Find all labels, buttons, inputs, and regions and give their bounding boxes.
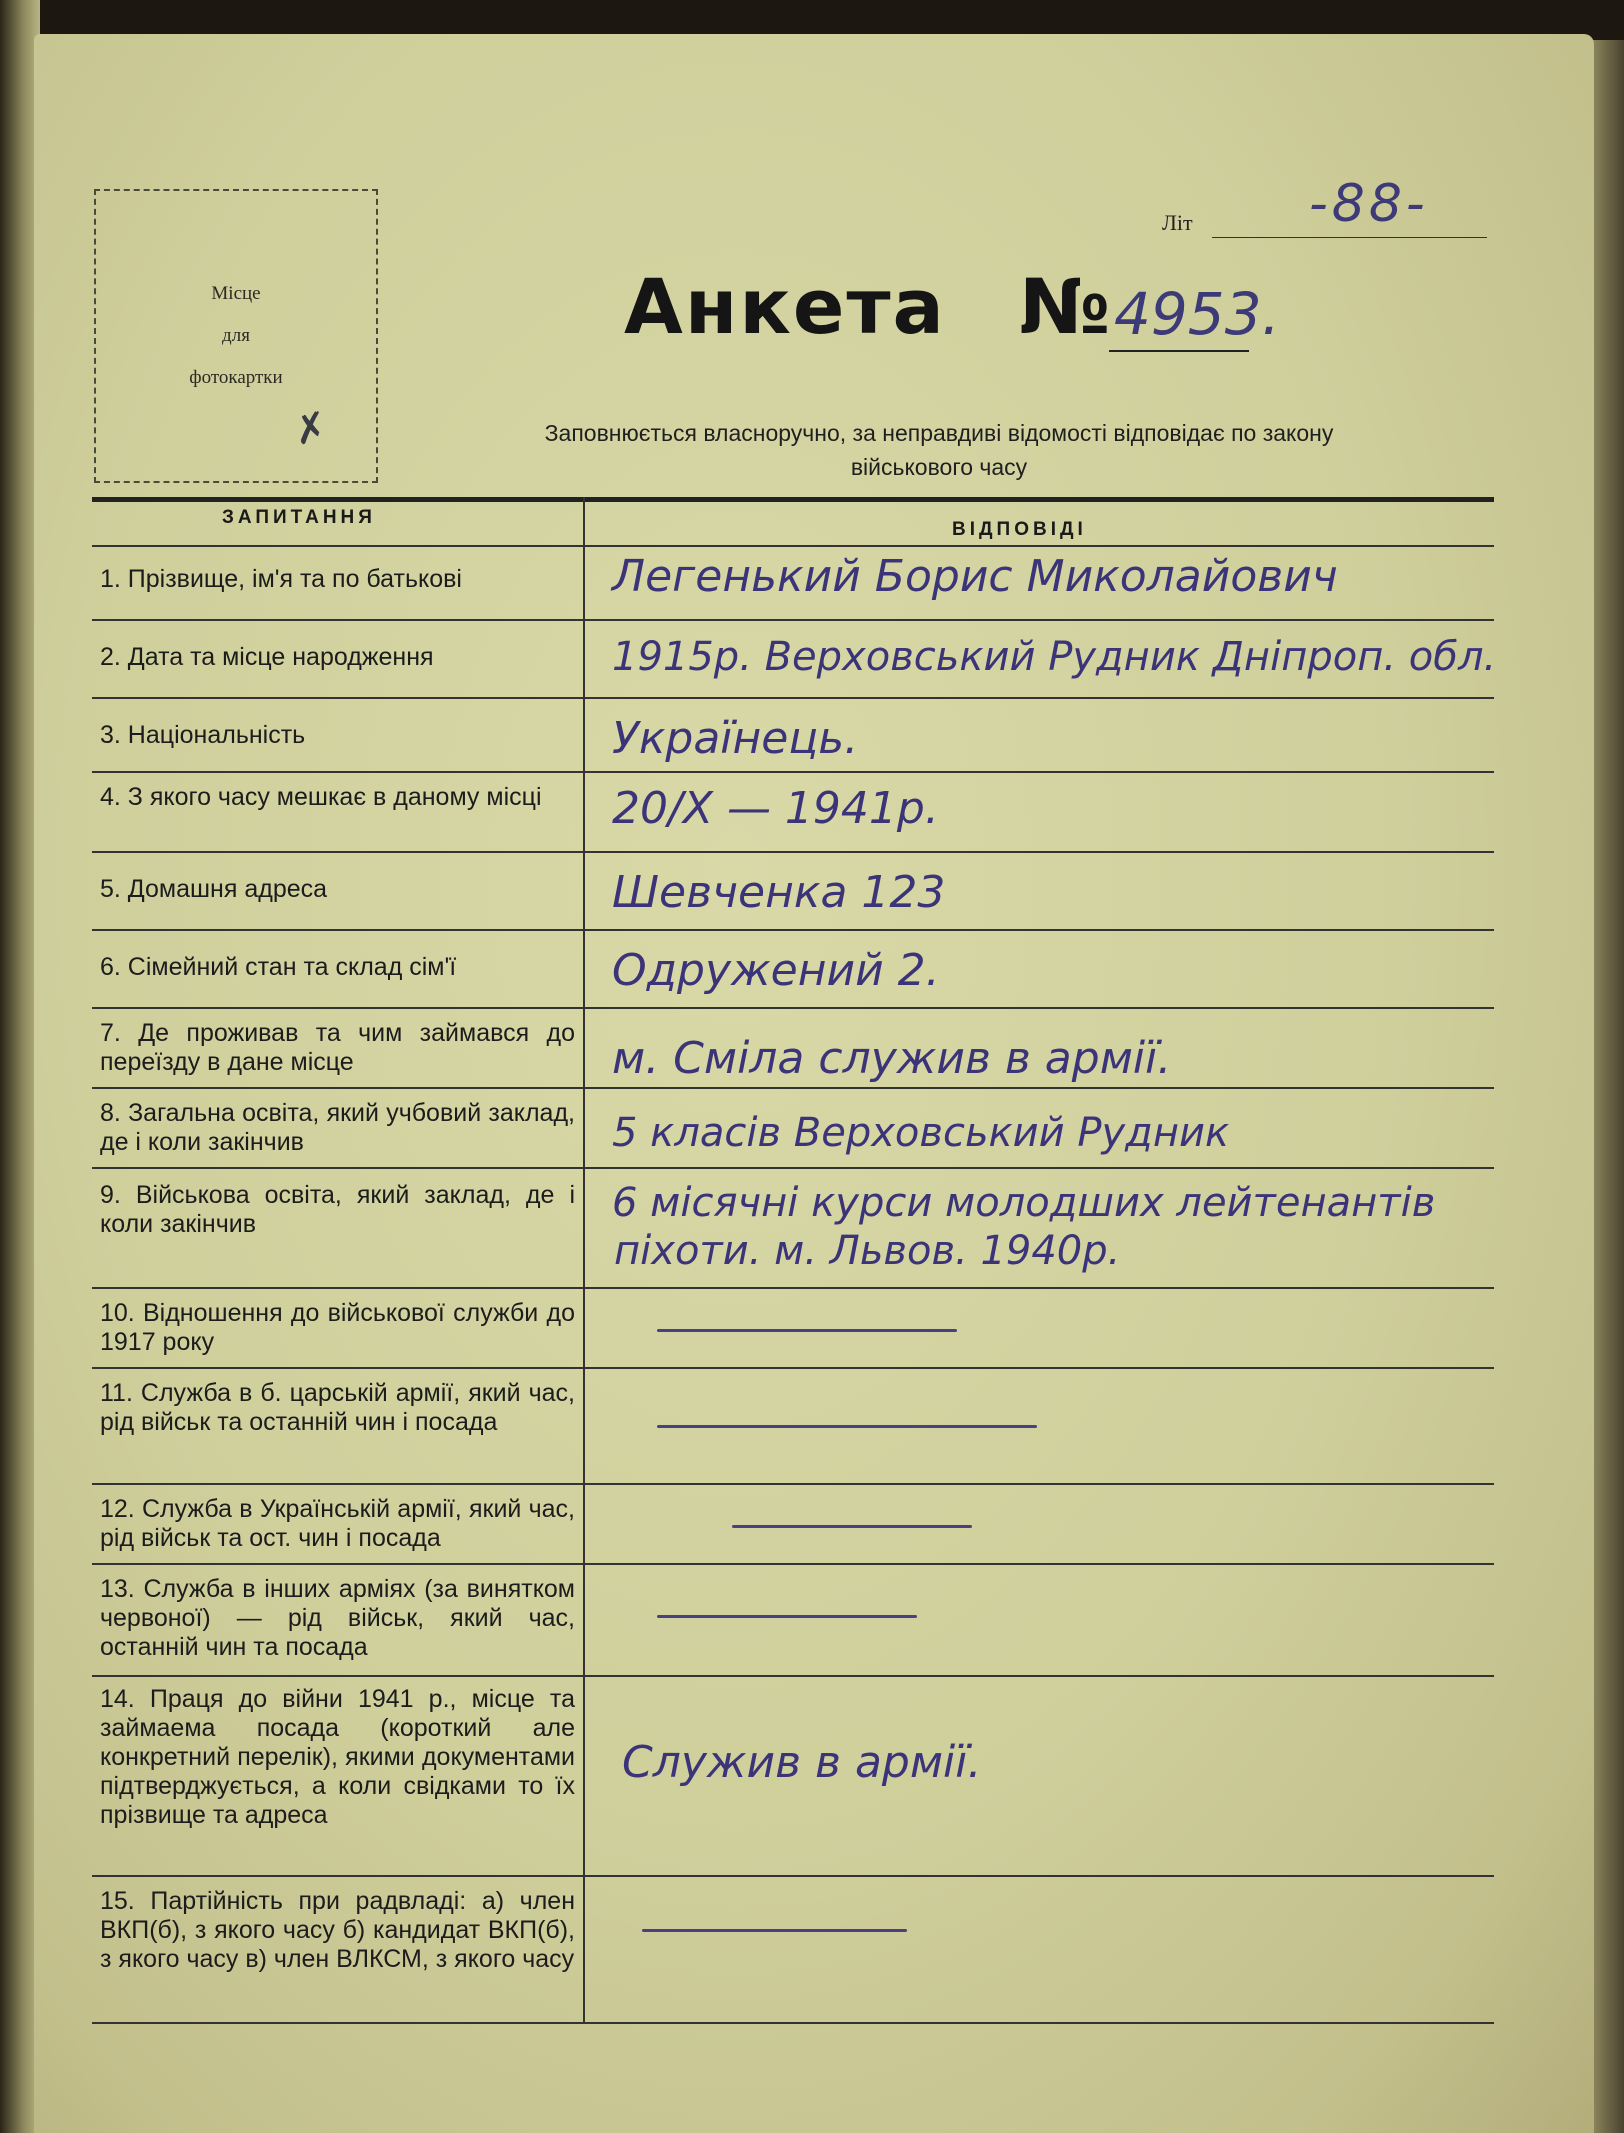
table-row: [92, 851, 1494, 931]
subtitle-line1: Заповнюється власноручно, за неправдиві відомості відповідає по закону: [544, 420, 1334, 446]
answer-9-line2: піхоти. м. Львов. 1940р.: [614, 1228, 1121, 1274]
answer-15-dash: [642, 1929, 907, 1932]
subtitle-line2: військового часу: [850, 454, 1028, 480]
table-row: [92, 697, 1494, 773]
answer-1: Легенький Борис Миколайович: [612, 551, 1338, 602]
question-15: 15. Партійність при радвладі: а) член ВКП(б), з якого часу б) кандидат ВКП(б), з якого часу в) член ВЛКСМ, з якого часу: [100, 1887, 575, 1973]
question-3: 3. Національність: [100, 721, 306, 749]
answer-10-dash: [657, 1329, 957, 1332]
question-9: 9. Військова освіта, який заклад, де і коли закінчив: [100, 1181, 575, 1238]
answer-12-dash: [732, 1525, 972, 1528]
answer-4: 20/X — 1941р.: [612, 783, 939, 834]
table-top-rule: [92, 497, 1494, 502]
question-8: 8. Загальна освіта, який учбовий заклад, де і коли закінчив: [100, 1099, 575, 1156]
table-row: [92, 1287, 1494, 1369]
questionnaire-sheet: [34, 34, 1594, 2133]
questionnaire-table: [92, 497, 1497, 2022]
lit-value: -88-: [1309, 174, 1429, 234]
question-1: 1. Прізвище, ім'я та по батькові: [100, 565, 462, 593]
page-title: Анкета: [624, 262, 946, 351]
photo-box-line1: Місце: [211, 283, 261, 304]
table-row: [92, 771, 1494, 853]
questionnaire-number: 4953.: [1114, 280, 1281, 348]
question-4: 4. З якого часу мешкає в даному місці: [100, 783, 542, 811]
table-row: [92, 1007, 1494, 1089]
question-2: 2. Дата та місце народження: [100, 643, 434, 671]
subtitle: [414, 416, 1464, 484]
answer-11-dash: [657, 1425, 1037, 1428]
column-header-questions: ЗАПИТАННЯ: [222, 507, 376, 528]
photo-box: [94, 189, 378, 483]
answer-3: Українець.: [612, 713, 859, 764]
answer-2: 1915р. Верховський Рудник Дніпроп. обл.: [612, 634, 1497, 680]
table-row: [92, 1675, 1494, 1877]
answer-6: Одружений 2.: [612, 945, 940, 996]
question-10: 10. Відношення до військової служби до 1917 року: [100, 1299, 575, 1356]
table-row: [92, 1563, 1494, 1677]
column-header-answers: ВІДПОВІДІ: [952, 519, 1087, 540]
table-row: [92, 545, 1494, 621]
table-row: [92, 619, 1497, 699]
number-underline: [1109, 350, 1249, 352]
lit-underline: [1212, 237, 1487, 238]
answer-5: Шевченка 123: [612, 867, 946, 918]
table-row: [92, 929, 1494, 1009]
question-7: 7. Де проживав та чим займався до переїзду в дане місце: [100, 1019, 575, 1076]
table-row: [92, 1875, 1494, 2024]
photo-box-line3: фотокартки: [189, 367, 283, 388]
question-14: 14. Праця до війни 1941 р., місце та займаема посада (короткий але конкретний перелік), якими документами підтверджується, а коли свідками то їх прізвище та адреса: [100, 1685, 575, 1829]
table-row: [92, 1167, 1494, 1289]
answer-8: 5 класів Верховський Рудник: [612, 1110, 1230, 1156]
answer-7: м. Сміла служив в армії.: [612, 1033, 1172, 1084]
answer-13-dash: [657, 1615, 917, 1618]
table-row: [92, 1367, 1494, 1485]
question-11: 11. Служба в б. царській армії, який час, рід військ та останній чин і посада: [100, 1379, 575, 1436]
table-row: [92, 1483, 1494, 1565]
question-13: 13. Служба в інших арміях (за винятком червоної) — рід військ, який час, останній чин та посада: [100, 1575, 575, 1661]
answer-14: Служив в армії.: [622, 1737, 982, 1788]
table-bottom-rule: [92, 2022, 1494, 2024]
lit-label: Літ: [1162, 210, 1193, 235]
photo-box-line2: для: [222, 325, 250, 346]
number-sign: №: [1019, 262, 1111, 351]
table-row: [92, 1087, 1494, 1169]
answer-9-line1: 6 місячні курси молодших лейтенантів: [612, 1180, 1436, 1226]
question-5: 5. Домашня адреса: [100, 875, 328, 903]
photo-mark: ✗: [289, 403, 332, 455]
question-6: 6. Сімейний стан та склад сім'ї: [100, 953, 457, 981]
question-12: 12. Служба в Українській армії, який час, рід військ та ост. чин і посада: [100, 1495, 575, 1552]
